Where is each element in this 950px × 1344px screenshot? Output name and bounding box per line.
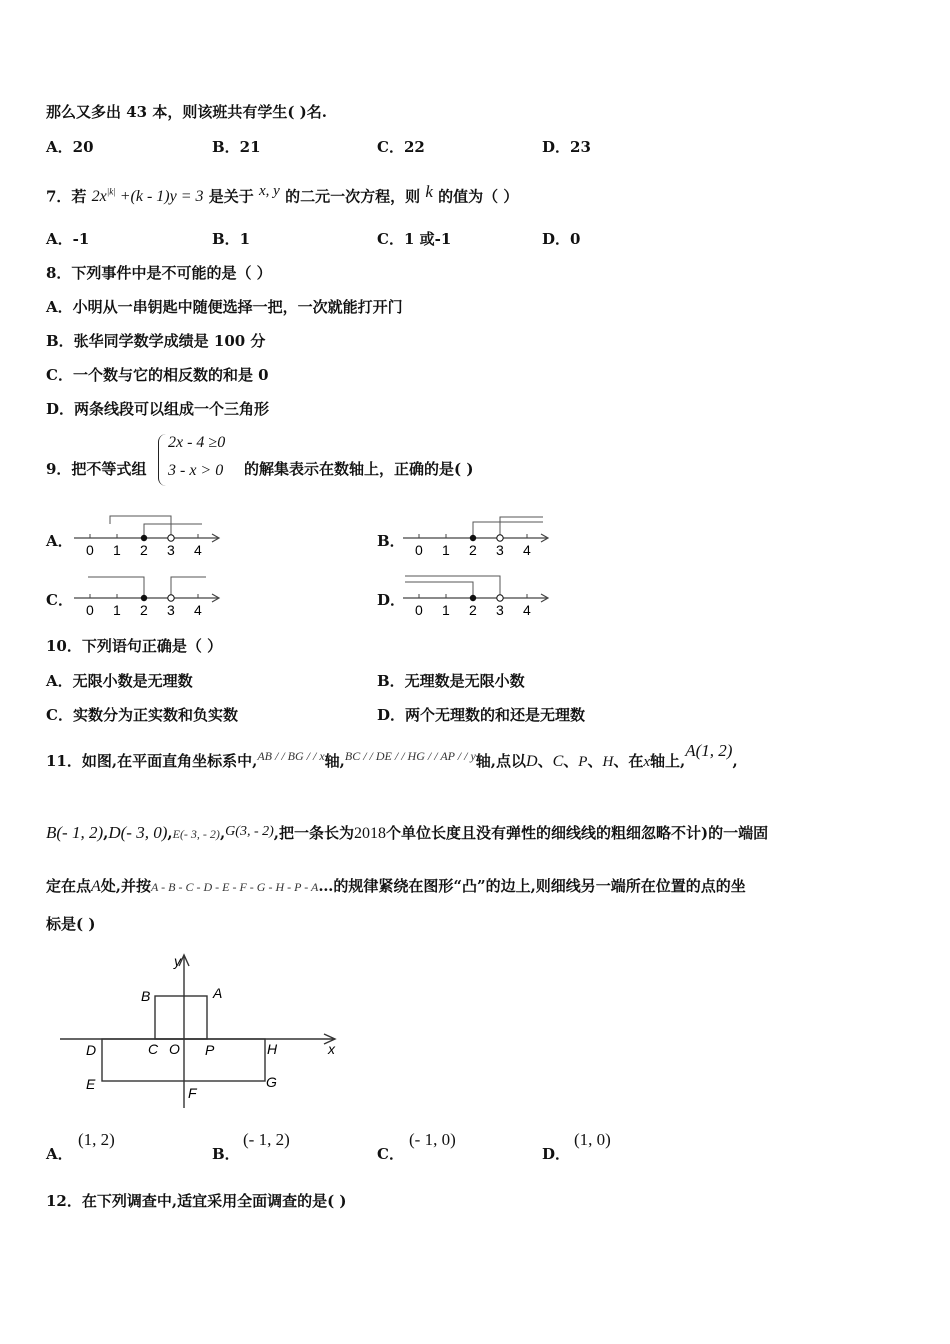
- q12-stem: 12．在下列调查中,适宜采用全面调查的是( ): [46, 1192, 347, 1210]
- q11-option-d-value: (1, 0): [574, 1130, 611, 1149]
- q10-option-d[interactable]: D．两个无理数的和还是无理数: [377, 706, 586, 724]
- tick-3: 3: [167, 602, 175, 618]
- q10-option-a[interactable]: A．无限小数是无理数: [46, 672, 193, 690]
- tick-0: 0: [86, 542, 94, 558]
- tick-4: 4: [194, 602, 202, 618]
- tick-2: 2: [469, 542, 477, 558]
- q11-option-b-value: (- 1, 2): [243, 1130, 290, 1149]
- tick-1: 1: [442, 542, 450, 558]
- tick-3: 3: [496, 542, 504, 558]
- q11-option-b[interactable]: B．: [212, 1145, 240, 1163]
- q7-k: k: [425, 182, 433, 202]
- q9-suffix: 的解集表示在数轴上，正确的是( ): [244, 460, 474, 478]
- tick-0: 0: [86, 602, 94, 618]
- tick-2: 2: [140, 542, 148, 558]
- label-x: x: [328, 1041, 335, 1057]
- tick-2: 2: [469, 602, 477, 618]
- tick-1: 1: [442, 602, 450, 618]
- label-G: G: [266, 1074, 277, 1090]
- q11-line-4: 标是( ): [46, 915, 96, 933]
- q10-option-b[interactable]: B．无理数是无限小数: [377, 672, 525, 690]
- q11-line-2: B(- 1, 2),D(- 3, 0),E(- 3, - 2),G(3, - 2),把一条长为2018个单位长度且没有弹性的细线线的粗细忽略不计)的一端固: [46, 823, 769, 842]
- q9-numberline-a: [72, 512, 224, 562]
- label-O: O: [169, 1041, 180, 1057]
- q11-option-a[interactable]: A．: [46, 1145, 73, 1163]
- q10-option-c[interactable]: C．实数分为正实数和负实数: [46, 706, 238, 724]
- q9-numberline-b: [401, 512, 553, 562]
- q11-option-d[interactable]: D．: [542, 1145, 571, 1163]
- label-B: B: [141, 988, 151, 1004]
- label-P: P: [205, 1042, 215, 1058]
- q11-line-3: 定在点A处,并按A - B - C - D - E - F - G - H - P - A…的规律紧绕在图形“凸”的边上,则细线另一端所在位置的点的坐: [46, 877, 746, 895]
- tick-3: 3: [167, 542, 175, 558]
- label-H: H: [267, 1041, 278, 1057]
- q9-option-d[interactable]: D．: [377, 591, 406, 609]
- q7-option-a[interactable]: A．-1: [46, 230, 90, 248]
- tick-0: 0: [415, 542, 423, 558]
- q6-option-c[interactable]: C．22: [377, 138, 425, 156]
- tick-1: 1: [113, 602, 121, 618]
- tick-4: 4: [523, 602, 531, 618]
- tick-0: 0: [415, 602, 423, 618]
- q6-option-a[interactable]: A．20: [46, 138, 94, 156]
- q8-option-b[interactable]: B．张华同学数学成绩是 100 分: [46, 332, 266, 350]
- q9-prefix: 9．把不等式组: [46, 460, 147, 478]
- q6-option-b[interactable]: B．21: [212, 138, 261, 156]
- q9-numberline-d: [401, 572, 553, 622]
- q8-option-a[interactable]: A．小明从一串钥匙中随便选择一把，一次就能打开门: [46, 298, 403, 316]
- tick-2: 2: [140, 602, 148, 618]
- q11-line-1: 11．如图,在平面直角坐标系中,$^{AB / / BG / / x}$轴,$^{BC / / DE / / HG / / AP / / y}$轴,点以D、C、P、H、在x轴上,A(1, 2),: [46, 741, 738, 770]
- q7-vars: x, y: [259, 183, 280, 200]
- label-C: C: [148, 1041, 159, 1057]
- q11-option-c[interactable]: C．: [377, 1145, 404, 1163]
- q9-numberline-c: [72, 572, 224, 622]
- q8-stem: 8．下列事件中是不可能的是（ ）: [46, 264, 272, 282]
- label-y: y: [174, 953, 181, 969]
- q7-option-d[interactable]: D．0: [542, 230, 581, 248]
- q7-option-b[interactable]: B．1: [212, 230, 251, 248]
- label-A: A: [213, 985, 223, 1001]
- tick-4: 4: [194, 542, 202, 558]
- q7-equation: $2x^{|k|} +(k - 1)y = 3$: [91, 187, 204, 206]
- q9-inequality-1: 2x - 4 ≥0: [168, 434, 226, 451]
- q7-option-c[interactable]: C．1 或-1: [377, 230, 452, 248]
- q11-figure: [58, 950, 348, 1115]
- label-D: D: [86, 1042, 97, 1058]
- tick-1: 1: [113, 542, 121, 558]
- q11-option-a-value: (1, 2): [78, 1130, 115, 1149]
- q6-option-d[interactable]: D．23: [542, 138, 591, 156]
- q8-option-d[interactable]: D．两条线段可以组成一个三角形: [46, 400, 270, 418]
- q9-option-a[interactable]: A．: [46, 532, 73, 550]
- label-F: F: [188, 1085, 197, 1101]
- q6-stem-tail: 那么又多出 43 本，则该班共有学生( )名.: [46, 103, 327, 121]
- q11-option-c-value: (- 1, 0): [409, 1130, 456, 1149]
- q7-stem: 7．若 $2x^{|k|} +(k - 1)y = 3$ 是关于 x, y 的二元一次方程，则 k 的值为（ ）: [46, 182, 519, 206]
- q8-option-c[interactable]: C．一个数与它的相反数的和是 0: [46, 366, 269, 384]
- q9-option-c[interactable]: C．: [46, 591, 73, 609]
- q9-inequality-2: 3 - x > 0: [168, 462, 224, 479]
- q10-stem: 10．下列语句正确是（ ）: [46, 637, 223, 655]
- label-E: E: [86, 1076, 96, 1092]
- tick-3: 3: [496, 602, 504, 618]
- q9-option-b[interactable]: B．: [377, 532, 405, 550]
- tick-4: 4: [523, 542, 531, 558]
